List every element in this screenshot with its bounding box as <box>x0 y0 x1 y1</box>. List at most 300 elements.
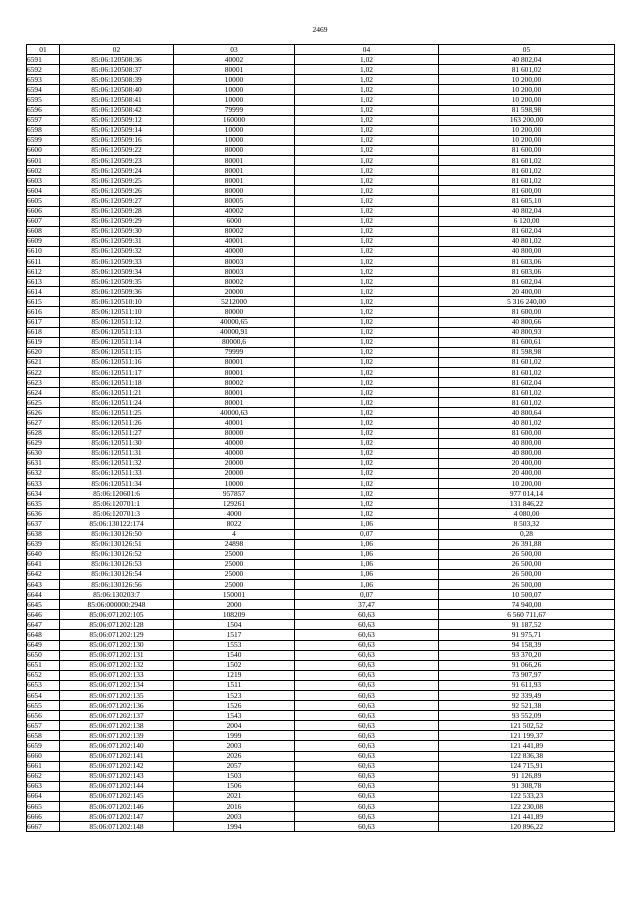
row-number-cell: 6594 <box>27 85 60 95</box>
table-row <box>27 812 615 822</box>
row-number-cell: 6664 <box>27 791 60 801</box>
area-cell: 2004 <box>174 721 295 731</box>
value-cell: 81 601,02 <box>439 176 615 186</box>
value-cell: 81 600,00 <box>439 145 615 155</box>
area-cell: 80001 <box>174 166 295 176</box>
table-row <box>27 458 615 468</box>
cadastral-number-cell: 85:06:130122:174 <box>60 519 174 529</box>
row-number-cell: 6641 <box>27 559 60 569</box>
rate-cell: 1,02 <box>295 378 439 388</box>
area-cell: 10000 <box>174 479 295 489</box>
area-cell: 2057 <box>174 761 295 771</box>
table-row <box>27 378 615 388</box>
value-cell: 40 801,02 <box>439 236 615 246</box>
row-number-cell: 6615 <box>27 297 60 307</box>
table-row <box>27 267 615 277</box>
cadastral-number-cell: 85:06:120508:41 <box>60 95 174 105</box>
table-row <box>27 751 615 761</box>
table-row <box>27 105 615 115</box>
table-row <box>27 640 615 650</box>
table-row <box>27 85 615 95</box>
value-cell: 40 800,00 <box>439 438 615 448</box>
rate-cell: 60,63 <box>295 660 439 670</box>
area-cell: 20000 <box>174 287 295 297</box>
area-cell: 1506 <box>174 781 295 791</box>
table-row <box>27 549 615 559</box>
row-number-cell: 6635 <box>27 499 60 509</box>
value-cell: 81 602,04 <box>439 378 615 388</box>
rate-cell: 1,02 <box>295 176 439 186</box>
area-cell: 80000 <box>174 145 295 155</box>
area-cell: 40000,65 <box>174 317 295 327</box>
area-cell: 10000 <box>174 85 295 95</box>
area-cell: 25000 <box>174 579 295 589</box>
rate-cell: 1,02 <box>295 368 439 378</box>
rate-cell: 1,06 <box>295 549 439 559</box>
rate-cell: 1,02 <box>295 428 439 438</box>
area-cell: 80001 <box>174 176 295 186</box>
row-number-cell: 6649 <box>27 640 60 650</box>
row-number-cell: 6657 <box>27 721 60 731</box>
row-number-cell: 6619 <box>27 337 60 347</box>
row-number-cell: 6607 <box>27 216 60 226</box>
rate-cell: 60,63 <box>295 620 439 630</box>
area-cell: 80001 <box>174 388 295 398</box>
rate-cell: 1,02 <box>295 206 439 216</box>
value-cell: 121 199,37 <box>439 731 615 741</box>
table-row <box>27 337 615 347</box>
cadastral-number-cell: 85:06:071202:136 <box>60 701 174 711</box>
column-header-05: 05 <box>439 45 615 55</box>
cadastral-number-cell: 85:06:071202:138 <box>60 721 174 731</box>
row-number-cell: 6634 <box>27 489 60 499</box>
area-cell: 5212000 <box>174 297 295 307</box>
row-number-cell: 6637 <box>27 519 60 529</box>
cadastral-number-cell: 85:06:071202:148 <box>60 822 174 832</box>
row-number-cell: 6609 <box>27 236 60 246</box>
cadastral-number-cell: 85:06:130126:56 <box>60 579 174 589</box>
cadastral-number-cell: 85:06:120511:24 <box>60 398 174 408</box>
cadastral-number-cell: 85:06:120511:14 <box>60 337 174 347</box>
area-cell: 25000 <box>174 549 295 559</box>
cadastral-number-cell: 85:06:120511:21 <box>60 388 174 398</box>
row-number-cell: 6628 <box>27 428 60 438</box>
table-row <box>27 539 615 549</box>
value-cell: 6 560 711,67 <box>439 610 615 620</box>
area-cell: 80002 <box>174 378 295 388</box>
value-cell: 26 500,00 <box>439 579 615 589</box>
rate-cell: 1,02 <box>295 226 439 236</box>
cadastral-number-cell: 85:06:071202:147 <box>60 812 174 822</box>
area-cell: 80001 <box>174 357 295 367</box>
value-cell: 92 521,38 <box>439 701 615 711</box>
cadastral-number-cell: 85:06:120508:42 <box>60 105 174 115</box>
table-row <box>27 95 615 105</box>
area-cell: 80000 <box>174 307 295 317</box>
rate-cell: 1,02 <box>295 297 439 307</box>
value-cell: 91 187,52 <box>439 620 615 630</box>
rate-cell: 60,63 <box>295 711 439 721</box>
area-cell: 8022 <box>174 519 295 529</box>
table-row <box>27 670 615 680</box>
row-number-cell: 6658 <box>27 731 60 741</box>
cadastral-number-cell: 85:06:120511:17 <box>60 368 174 378</box>
header-row <box>27 45 615 55</box>
value-cell: 6 120,00 <box>439 216 615 226</box>
row-number-cell: 6644 <box>27 590 60 600</box>
table-row <box>27 559 615 569</box>
area-cell: 2016 <box>174 802 295 812</box>
rate-cell: 1,02 <box>295 105 439 115</box>
area-cell: 1219 <box>174 670 295 680</box>
table-row <box>27 600 615 610</box>
row-number-cell: 6627 <box>27 418 60 428</box>
area-cell: 150001 <box>174 590 295 600</box>
rate-cell: 1,02 <box>295 135 439 145</box>
cadastral-number-cell: 85:06:130126:53 <box>60 559 174 569</box>
cadastral-number-cell: 85:06:120509:36 <box>60 287 174 297</box>
row-number-cell: 6633 <box>27 479 60 489</box>
row-number-cell: 6602 <box>27 166 60 176</box>
row-number-cell: 6621 <box>27 357 60 367</box>
cadastral-number-cell: 85:06:120601:6 <box>60 489 174 499</box>
table-row <box>27 448 615 458</box>
area-cell: 80002 <box>174 277 295 287</box>
table-row <box>27 569 615 579</box>
area-cell: 80001 <box>174 156 295 166</box>
value-cell: 81 602,04 <box>439 277 615 287</box>
rate-cell: 60,63 <box>295 610 439 620</box>
rate-cell: 1,02 <box>295 398 439 408</box>
table-row <box>27 610 615 620</box>
cadastral-number-cell: 85:06:120509:32 <box>60 246 174 256</box>
value-cell: 81 600,00 <box>439 307 615 317</box>
rate-cell: 1,02 <box>295 448 439 458</box>
rate-cell: 0,07 <box>295 590 439 600</box>
area-cell: 80002 <box>174 226 295 236</box>
value-cell: 163 200,00 <box>439 115 615 125</box>
cadastral-number-cell: 85:06:071202:135 <box>60 691 174 701</box>
cadastral-number-cell: 85:06:071202:139 <box>60 731 174 741</box>
cadastral-number-cell: 85:06:130126:51 <box>60 539 174 549</box>
row-number-cell: 6666 <box>27 812 60 822</box>
area-cell: 1543 <box>174 711 295 721</box>
table-row <box>27 398 615 408</box>
value-cell: 91 611,93 <box>439 680 615 690</box>
row-number-cell: 6624 <box>27 388 60 398</box>
rate-cell: 60,63 <box>295 721 439 731</box>
value-cell: 81 598,98 <box>439 347 615 357</box>
rate-cell: 60,63 <box>295 761 439 771</box>
row-number-cell: 6662 <box>27 771 60 781</box>
cadastral-number-cell: 85:06:071202:142 <box>60 761 174 771</box>
table-row <box>27 489 615 499</box>
row-number-cell: 6596 <box>27 105 60 115</box>
value-cell: 81 600,61 <box>439 337 615 347</box>
row-number-cell: 6629 <box>27 438 60 448</box>
table-row <box>27 761 615 771</box>
row-number-cell: 6647 <box>27 620 60 630</box>
cadastral-number-cell: 85:06:120511:34 <box>60 479 174 489</box>
table-row <box>27 802 615 812</box>
column-header-02: 02 <box>60 45 174 55</box>
area-cell: 1511 <box>174 680 295 690</box>
table-row <box>27 438 615 448</box>
value-cell: 20 400,00 <box>439 287 615 297</box>
table-row <box>27 166 615 176</box>
row-number-cell: 6618 <box>27 327 60 337</box>
row-number-cell: 6650 <box>27 650 60 660</box>
area-cell: 10000 <box>174 95 295 105</box>
area-cell: 40001 <box>174 236 295 246</box>
cadastral-number-cell: 85:06:120511:30 <box>60 438 174 448</box>
cadastral-number-cell: 85:06:071202:129 <box>60 630 174 640</box>
rate-cell: 1,02 <box>295 236 439 246</box>
table-row <box>27 55 615 65</box>
rate-cell: 60,63 <box>295 741 439 751</box>
row-number-cell: 6667 <box>27 822 60 832</box>
table-row <box>27 156 615 166</box>
row-number-cell: 6604 <box>27 186 60 196</box>
row-number-cell: 6636 <box>27 509 60 519</box>
table-row <box>27 499 615 509</box>
value-cell: 81 600,00 <box>439 186 615 196</box>
rate-cell: 1,02 <box>295 468 439 478</box>
area-cell: 80000 <box>174 428 295 438</box>
cadastral-number-cell: 85:06:120511:18 <box>60 378 174 388</box>
table-row <box>27 297 615 307</box>
cadastral-number-cell: 85:06:120508:39 <box>60 75 174 85</box>
cadastral-number-cell: 85:06:120511:27 <box>60 428 174 438</box>
rate-cell: 60,63 <box>295 701 439 711</box>
value-cell: 81 601,02 <box>439 368 615 378</box>
cadastral-number-cell: 85:06:120509:14 <box>60 125 174 135</box>
row-number-cell: 6605 <box>27 196 60 206</box>
value-cell: 93 552,09 <box>439 711 615 721</box>
cadastral-number-cell: 85:06:071202:133 <box>60 670 174 680</box>
rate-cell: 1,02 <box>295 55 439 65</box>
value-cell: 26 500,00 <box>439 549 615 559</box>
value-cell: 81 603,06 <box>439 267 615 277</box>
table-row <box>27 408 615 418</box>
rate-cell: 1,06 <box>295 559 439 569</box>
rate-cell: 60,63 <box>295 822 439 832</box>
rate-cell: 1,02 <box>295 75 439 85</box>
area-cell: 2000 <box>174 600 295 610</box>
table-row <box>27 65 615 75</box>
value-cell: 121 502,52 <box>439 721 615 731</box>
row-number-cell: 6653 <box>27 680 60 690</box>
value-cell: 122 836,38 <box>439 751 615 761</box>
row-number-cell: 6642 <box>27 569 60 579</box>
rate-cell: 1,06 <box>295 569 439 579</box>
table-row <box>27 701 615 711</box>
table-row <box>27 115 615 125</box>
table-row <box>27 620 615 630</box>
cadastral-number-cell: 85:06:130126:50 <box>60 529 174 539</box>
cadastral-number-cell: 85:06:120509:26 <box>60 186 174 196</box>
row-number-cell: 6601 <box>27 156 60 166</box>
row-number-cell: 6614 <box>27 287 60 297</box>
value-cell: 81 601,02 <box>439 357 615 367</box>
table-row <box>27 206 615 216</box>
value-cell: 121 441,89 <box>439 741 615 751</box>
rate-cell: 60,63 <box>295 650 439 660</box>
table-row <box>27 771 615 781</box>
table-row <box>27 428 615 438</box>
rate-cell: 60,63 <box>295 680 439 690</box>
rate-cell: 1,02 <box>295 186 439 196</box>
rate-cell: 60,63 <box>295 812 439 822</box>
cadastral-number-cell: 85:06:071202:128 <box>60 620 174 630</box>
row-number-cell: 6610 <box>27 246 60 256</box>
value-cell: 40 800,64 <box>439 408 615 418</box>
table-row <box>27 216 615 226</box>
cadastral-number-cell: 85:06:120508:36 <box>60 55 174 65</box>
area-cell: 40000 <box>174 438 295 448</box>
value-cell: 122 230,08 <box>439 802 615 812</box>
cadastral-number-cell: 85:06:120511:26 <box>60 418 174 428</box>
area-cell: 40002 <box>174 206 295 216</box>
value-cell: 10 200,00 <box>439 75 615 85</box>
cadastral-number-cell: 85:06:071202:140 <box>60 741 174 751</box>
rate-cell: 1,02 <box>295 216 439 226</box>
value-cell: 20 400,00 <box>439 458 615 468</box>
rate-cell: 1,02 <box>295 246 439 256</box>
value-cell: 4 080,00 <box>439 509 615 519</box>
area-cell: 40002 <box>174 55 295 65</box>
value-cell: 81 601,02 <box>439 166 615 176</box>
value-cell: 40 800,93 <box>439 327 615 337</box>
table-row <box>27 660 615 670</box>
rate-cell: 60,63 <box>295 640 439 650</box>
cadastral-number-cell: 85:06:120509:16 <box>60 135 174 145</box>
row-number-cell: 6648 <box>27 630 60 640</box>
area-cell: 79999 <box>174 105 295 115</box>
row-number-cell: 6613 <box>27 277 60 287</box>
page-number: 2469 <box>312 25 328 34</box>
row-number-cell: 6661 <box>27 761 60 771</box>
rate-cell: 1,06 <box>295 539 439 549</box>
rate-cell: 1,02 <box>295 256 439 266</box>
column-header-01: 01 <box>27 45 60 55</box>
table-row <box>27 236 615 246</box>
cadastral-number-cell: 85:06:120509:27 <box>60 196 174 206</box>
rate-cell: 1,02 <box>295 357 439 367</box>
row-number-cell: 6643 <box>27 579 60 589</box>
value-cell: 5 316 240,00 <box>439 297 615 307</box>
rate-cell: 1,02 <box>295 458 439 468</box>
table-row <box>27 347 615 357</box>
row-number-cell: 6606 <box>27 206 60 216</box>
cadastral-number-cell: 85:06:130126:54 <box>60 569 174 579</box>
table-row <box>27 680 615 690</box>
value-cell: 121 441,89 <box>439 812 615 822</box>
cadastral-number-cell: 85:06:071202:146 <box>60 802 174 812</box>
cadastral-number-cell: 85:06:120510:10 <box>60 297 174 307</box>
value-cell: 81 601,02 <box>439 388 615 398</box>
value-cell: 10 500,07 <box>439 590 615 600</box>
value-cell: 122 533,23 <box>439 791 615 801</box>
row-number-cell: 6611 <box>27 256 60 266</box>
value-cell: 81 600,00 <box>439 428 615 438</box>
area-cell: 957857 <box>174 489 295 499</box>
area-cell: 1999 <box>174 731 295 741</box>
table-row <box>27 519 615 529</box>
area-cell: 40001 <box>174 418 295 428</box>
area-cell: 4 <box>174 529 295 539</box>
rate-cell: 60,63 <box>295 731 439 741</box>
row-number-cell: 6597 <box>27 115 60 125</box>
data-table <box>26 44 615 832</box>
rate-cell: 60,63 <box>295 802 439 812</box>
table-row <box>27 135 615 145</box>
table-row <box>27 357 615 367</box>
table-row <box>27 741 615 751</box>
value-cell: 26 500,00 <box>439 559 615 569</box>
cadastral-number-cell: 85:06:071202:145 <box>60 791 174 801</box>
value-cell: 120 896,22 <box>439 822 615 832</box>
area-cell: 80005 <box>174 196 295 206</box>
area-cell: 10000 <box>174 125 295 135</box>
cadastral-number-cell: 85:06:120511:15 <box>60 347 174 357</box>
table-row <box>27 75 615 85</box>
cadastral-number-cell: 85:06:120509:25 <box>60 176 174 186</box>
column-header-03: 03 <box>174 45 295 55</box>
rate-cell: 1,02 <box>295 95 439 105</box>
cadastral-number-cell: 85:06:071202:132 <box>60 660 174 670</box>
cadastral-number-cell: 85:06:120511:16 <box>60 357 174 367</box>
value-cell: 40 802,04 <box>439 55 615 65</box>
area-cell: 10000 <box>174 75 295 85</box>
value-cell: 91 975,71 <box>439 630 615 640</box>
row-number-cell: 6659 <box>27 741 60 751</box>
table-row <box>27 368 615 378</box>
rate-cell: 60,63 <box>295 791 439 801</box>
table-row <box>27 731 615 741</box>
table-row <box>27 388 615 398</box>
area-cell: 1540 <box>174 650 295 660</box>
table-row <box>27 711 615 721</box>
table-row <box>27 630 615 640</box>
area-cell: 80003 <box>174 256 295 266</box>
table-row <box>27 176 615 186</box>
value-cell: 94 158,39 <box>439 640 615 650</box>
table-row <box>27 781 615 791</box>
area-cell: 1994 <box>174 822 295 832</box>
rate-cell: 1,02 <box>295 317 439 327</box>
area-cell: 2003 <box>174 812 295 822</box>
area-cell: 4000 <box>174 509 295 519</box>
rate-cell: 1,02 <box>295 145 439 155</box>
area-cell: 40000,63 <box>174 408 295 418</box>
row-number-cell: 6623 <box>27 378 60 388</box>
cadastral-number-cell: 85:06:120511:33 <box>60 468 174 478</box>
rate-cell: 1,02 <box>295 166 439 176</box>
rate-cell: 1,02 <box>295 479 439 489</box>
row-number-cell: 6626 <box>27 408 60 418</box>
value-cell: 40 802,04 <box>439 206 615 216</box>
area-cell: 80001 <box>174 368 295 378</box>
table-row <box>27 317 615 327</box>
table-row <box>27 287 615 297</box>
area-cell: 10000 <box>174 135 295 145</box>
rate-cell: 37,47 <box>295 600 439 610</box>
cadastral-number-cell: 85:06:120509:35 <box>60 277 174 287</box>
value-cell: 131 846,22 <box>439 499 615 509</box>
area-cell: 6000 <box>174 216 295 226</box>
table-row <box>27 650 615 660</box>
